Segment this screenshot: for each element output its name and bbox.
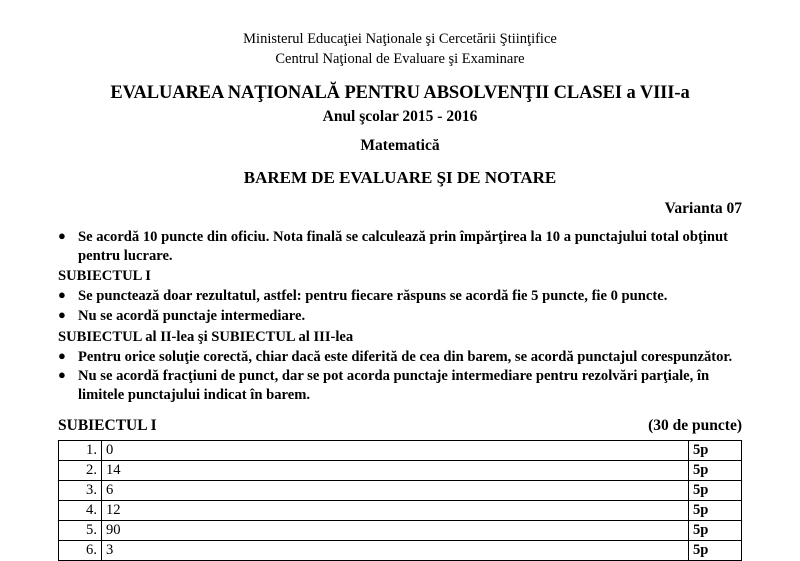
row-answer: 6 [102, 480, 689, 500]
subiect-ii-iii-heading: SUBIECTUL al II-lea şi SUBIECTUL al III-lea [58, 328, 354, 345]
exam-title: EVALUAREA NAŢIONALĂ PENTRU ABSOLVENŢII CLASEI a VIII-a [110, 83, 690, 104]
section-points: (30 de puncte) [648, 416, 742, 434]
section-title: SUBIECTUL I [58, 416, 157, 434]
row-index: 2. [59, 460, 102, 480]
note-intermediare [58, 307, 742, 326]
row-index: 3. [59, 480, 102, 500]
note-fractiuni-text: Nu se acordă fracţiuni de punct, dar se pot acorda punctaje intermediare pentru rezolvări parţiale, în limitele punctajului indicat în barem. [78, 368, 710, 404]
table-row [59, 520, 742, 540]
table-row [59, 480, 742, 500]
bullet-icon: ● [58, 228, 66, 244]
row-answer: 14 [102, 460, 689, 480]
ministry-line-1: Ministerul Educaţiei Naţionale şi Cercetării Ştiinţifice [243, 31, 557, 47]
notes-block [58, 228, 742, 405]
barem-title: BAREM DE EVALUARE ŞI DE NOTARE [243, 168, 557, 188]
answers-table-body [59, 440, 742, 560]
row-answer: 12 [102, 500, 689, 520]
section-header [58, 417, 742, 435]
row-answer: 3 [102, 540, 689, 560]
row-points: 5p [689, 480, 742, 500]
ministry-line-2: Centrul Naţional de Evaluare şi Examinare [275, 50, 525, 67]
row-points: 5p [689, 460, 742, 480]
ministry-header [58, 30, 742, 69]
table-row [59, 500, 742, 520]
table-row [59, 440, 742, 460]
note-solutie [58, 347, 742, 367]
table-row [59, 540, 742, 560]
row-index: 4. [59, 500, 102, 520]
row-points: 5p [689, 440, 742, 460]
variant-label: Varianta 07 [664, 200, 742, 218]
note-oficiu-text: Se acordă 10 puncte din oficiu. Nota finală se calculează prin împărţirea la 10 a punctajului total obţinut pentru lucrare. [78, 229, 728, 264]
row-answer: 90 [102, 520, 689, 540]
note-fractiuni [58, 367, 742, 404]
bullet-icon: ● [58, 287, 66, 303]
row-index: 1. [59, 440, 102, 460]
answers-table [58, 440, 742, 561]
bullet-icon: ● [58, 347, 66, 363]
subiect-i-heading: SUBIECTUL I [58, 268, 151, 285]
row-index: 5. [59, 520, 102, 540]
bullet-icon: ● [58, 367, 66, 383]
note-intermediare-text: Nu se acordă punctaje intermediare. [78, 308, 306, 325]
note-punctare-text: Se punctează doar rezultatul, astfel: pentru fiecare răspuns se acordă fie 5 puncte, fie 0 puncte. [78, 288, 668, 305]
row-points: 5p [689, 540, 742, 560]
row-points: 5p [689, 520, 742, 540]
table-row [59, 460, 742, 480]
bullet-icon: ● [58, 307, 66, 323]
row-points: 5p [689, 500, 742, 520]
note-solutie-text: Pentru orice soluţie corectă, chiar dacă este diferită de cea din barem, se acordă punctajul corespunzător. [78, 348, 733, 365]
school-year: Anul şcolar 2015 - 2016 [322, 108, 478, 126]
subject-name: Matematică [360, 137, 440, 155]
row-index: 6. [59, 540, 102, 560]
row-answer: 0 [102, 440, 689, 460]
note-punctare [58, 287, 742, 306]
note-oficiu [58, 228, 742, 265]
